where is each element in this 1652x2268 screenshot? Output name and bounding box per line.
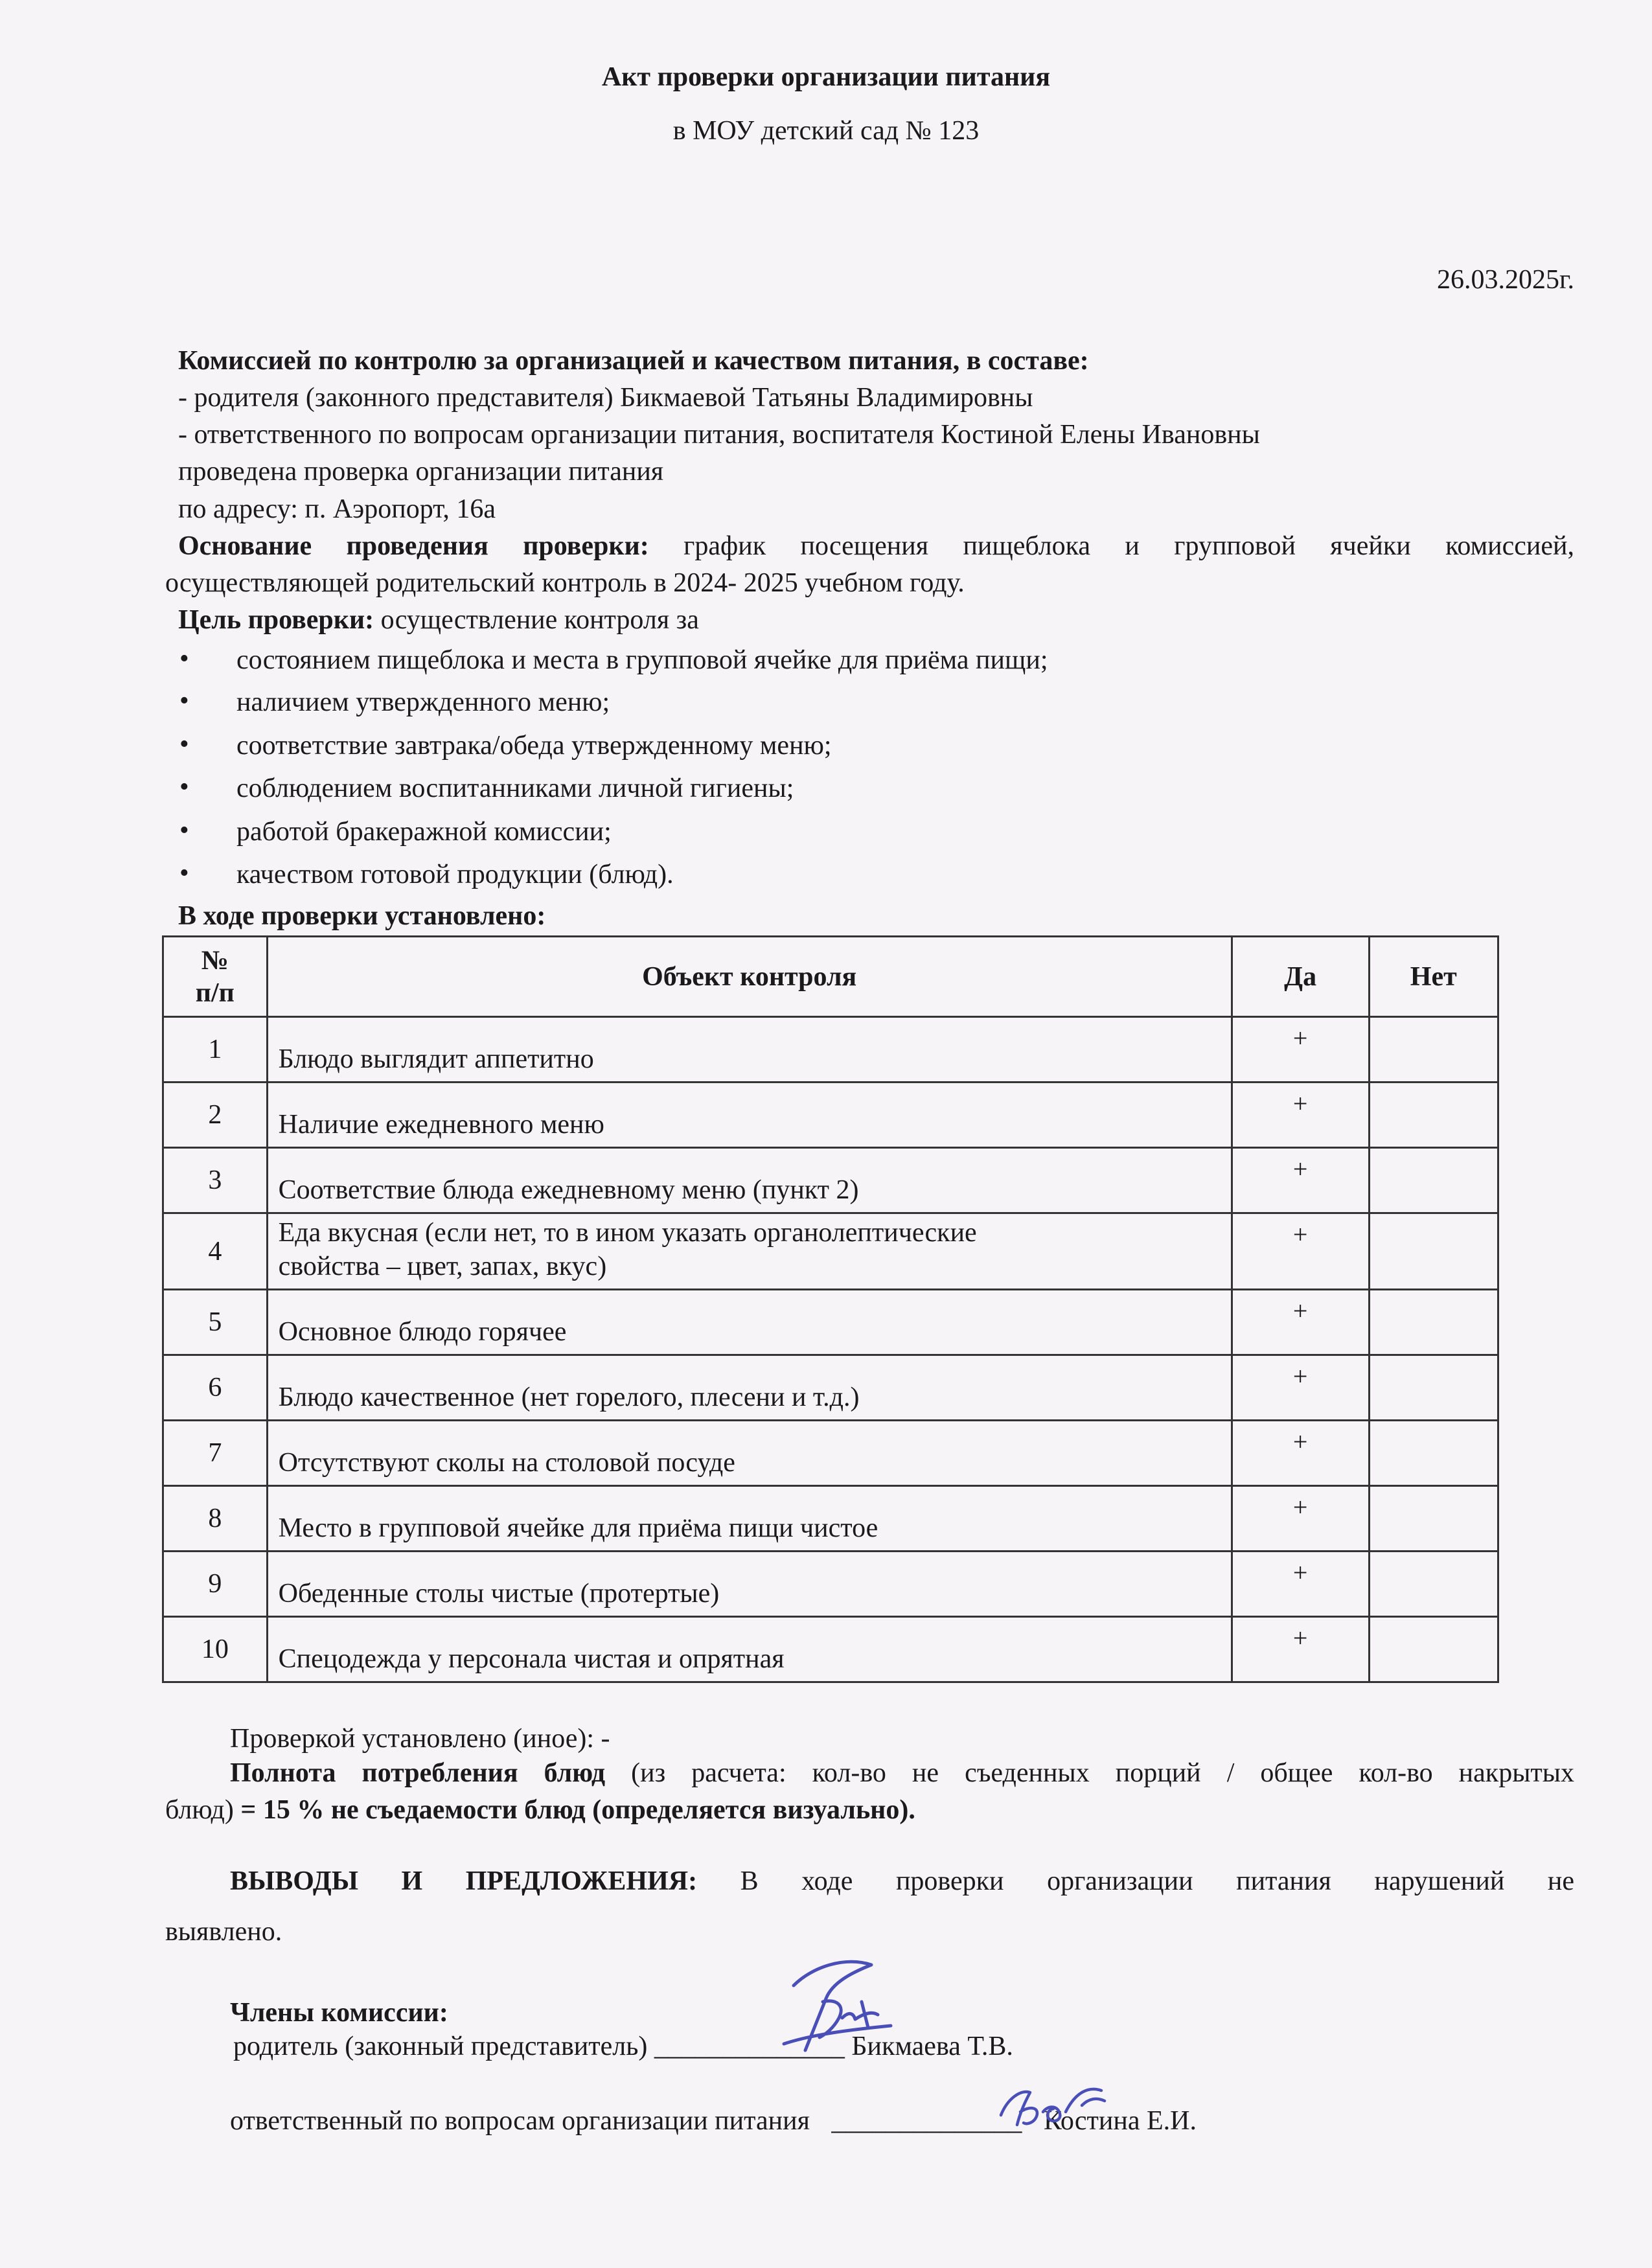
parent-signature-blank: ______________ <box>654 2032 845 2061</box>
row-num: 1 <box>163 1017 268 1082</box>
basis-text-line1: график посещения пищеблока и групповой ячейки комиссией, <box>683 531 1575 561</box>
plus-mark: + <box>1292 1558 1308 1587</box>
goal-label: Цель проверки: <box>178 605 374 635</box>
row-no <box>1369 1421 1498 1486</box>
table-row <box>163 1552 1498 1617</box>
row-num: 8 <box>163 1486 268 1552</box>
table-row <box>163 1486 1498 1552</box>
row-object: Место в групповой ячейке для приёма пищи чистое <box>267 1486 1232 1552</box>
goal-item: • соответствие завтрака/обеда утвержденному меню; <box>179 729 832 761</box>
row-object: Отсутствуют сколы на столовой посуде <box>267 1421 1232 1486</box>
row-num: 9 <box>163 1552 268 1617</box>
conclusions-label: ВЫВОДЫ И ПРЕДЛОЖЕНИЯ: <box>230 1866 698 1896</box>
commission-heading: Комиссией по контролю за организацией и качеством питания, в составе: <box>178 346 1089 376</box>
other-findings: Проверкой установлено (иное): - <box>230 1724 610 1754</box>
row-num: 7 <box>163 1421 268 1486</box>
row-num: 2 <box>163 1082 268 1148</box>
bullet-icon: • <box>179 729 189 759</box>
plus-mark: + <box>1292 1089 1308 1118</box>
findings-heading: В ходе проверки установлено: <box>178 901 546 931</box>
parent-signature-image <box>774 1953 894 2063</box>
parent-signature-line <box>233 2031 1013 2062</box>
document-title: Акт проверки организации питания <box>601 62 1051 92</box>
consumption-label: Полнота потребления блюд <box>230 1758 606 1788</box>
bullet-icon: • <box>179 858 189 888</box>
table-row <box>163 1017 1498 1082</box>
row-no <box>1369 1213 1498 1290</box>
row-yes <box>1232 1213 1369 1290</box>
parent-name: Бикмаева Т.В. <box>851 2032 1013 2061</box>
goal-text: осуществление контроля за <box>380 605 699 635</box>
table-row <box>163 1082 1498 1148</box>
row-yes <box>1232 1148 1369 1213</box>
goal-item: • наличием утвержденного меню; <box>179 686 610 717</box>
header-num: № п/п <box>163 937 268 1017</box>
table-row <box>163 1421 1498 1486</box>
conclusions-line1 <box>230 1866 1574 1897</box>
plus-mark: + <box>1292 1024 1308 1053</box>
consumption-result: = 15 % не съедаемости блюд (определяется визуально). <box>240 1795 915 1825</box>
bullet-icon: • <box>179 686 189 716</box>
responsible-name: Костина Е.И. <box>1043 2106 1197 2136</box>
row-num: 6 <box>163 1355 268 1421</box>
responsible-signature-blank: ______________ <box>831 2106 1022 2136</box>
row-yes <box>1232 1552 1369 1617</box>
document-subtitle: в МОУ детский сад № 123 <box>672 116 980 146</box>
row-object: Блюдо выглядит аппетитно <box>267 1017 1232 1082</box>
row-yes <box>1232 1017 1369 1082</box>
plus-mark: + <box>1292 1623 1308 1653</box>
row-yes <box>1232 1421 1369 1486</box>
header-yes: Да <box>1232 937 1369 1017</box>
goal-item: • соблюдением воспитанниками личной гигиены; <box>179 772 794 803</box>
bullet-icon: • <box>179 644 189 674</box>
inspection-table <box>162 935 1499 1683</box>
conclusions-text-line1: В ходе проверки организации питания нарушений не <box>740 1866 1575 1896</box>
consumption-text-line1: (из расчета: кол-во не съеденных порций / общее кол-во накрытых <box>631 1758 1575 1788</box>
row-object: Основное блюдо горячее <box>267 1290 1232 1355</box>
row-num: 10 <box>163 1617 268 1682</box>
row-object: Наличие ежедневного меню <box>267 1082 1232 1148</box>
responsible-signature-image <box>991 2076 1121 2135</box>
basis-line1 <box>178 531 1574 562</box>
goal-item: • качеством готовой продукции (блюд). <box>179 858 674 889</box>
row-no <box>1369 1082 1498 1148</box>
goal-item: • работой бракеражной комиссии; <box>179 816 612 847</box>
row-object: Соответствие блюда ежедневному меню (пункт 2) <box>267 1148 1232 1213</box>
row-no <box>1369 1290 1498 1355</box>
header-object: Объект контроля <box>267 937 1232 1017</box>
row-num: 5 <box>163 1290 268 1355</box>
table-header-row <box>163 937 1498 1017</box>
commission-conducted: проведена проверка организации питания <box>178 457 664 487</box>
row-no <box>1369 1552 1498 1617</box>
conclusions-text-line2: выявлено. <box>165 1917 282 1947</box>
plus-mark: + <box>1292 1427 1308 1456</box>
row-yes <box>1232 1290 1369 1355</box>
bullet-icon: • <box>179 816 189 845</box>
row-object: Блюдо качественное (нет горелого, плесени и т.д.) <box>267 1355 1232 1421</box>
plus-mark: + <box>1292 1296 1308 1325</box>
parent-role: родитель (законный представитель) <box>233 2032 648 2061</box>
row-yes <box>1232 1355 1369 1421</box>
row-object: Спецодежда у персонала чистая и опрятная <box>267 1617 1232 1682</box>
plus-mark: + <box>1292 1362 1308 1391</box>
plus-mark: + <box>1292 1154 1308 1184</box>
row-object: Обеденные столы чистые (протертые) <box>267 1552 1232 1617</box>
plus-mark: + <box>1292 1493 1308 1522</box>
row-no <box>1369 1617 1498 1682</box>
row-yes <box>1232 1082 1369 1148</box>
table-row <box>163 1213 1498 1290</box>
table-row <box>163 1355 1498 1421</box>
row-yes <box>1232 1617 1369 1682</box>
basis-label: Основание проведения проверки: <box>178 531 649 561</box>
commission-address: по адресу: п. Аэропорт, 16а <box>178 494 496 524</box>
consumption-line1 <box>230 1758 1574 1789</box>
row-num: 3 <box>163 1148 268 1213</box>
table-row <box>163 1290 1498 1355</box>
header-no: Нет <box>1369 937 1498 1017</box>
row-object: Еда вкусная (если нет, то в ином указать органолептические свойства – цвет, запах, вкус) <box>267 1213 1232 1290</box>
row-num: 4 <box>163 1213 268 1290</box>
row-yes <box>1232 1486 1369 1552</box>
commission-member-responsible: - ответственного по вопросам организации питания, воспитателя Костиной Елены Ивановны <box>178 420 1260 450</box>
goal-line <box>178 604 699 636</box>
plus-mark: + <box>1292 1220 1308 1249</box>
bullet-icon: • <box>179 772 189 802</box>
document-date: 26.03.2025г. <box>1437 265 1574 295</box>
responsible-role: ответственный по вопросам организации питания <box>230 2106 810 2136</box>
row-no <box>1369 1017 1498 1082</box>
goal-item: • состоянием пищеблока и места в групповой ячейке для приёма пищи; <box>179 644 1048 675</box>
row-no <box>1369 1355 1498 1421</box>
table-row <box>163 1617 1498 1682</box>
basis-text-line2: осуществляющей родительский контроль в 2024- 2025 учебном году. <box>165 568 965 598</box>
row-no <box>1369 1148 1498 1213</box>
row-no <box>1369 1486 1498 1552</box>
table-row <box>163 1148 1498 1213</box>
members-heading: Члены комиссии: <box>230 1998 448 2028</box>
commission-member-parent: - родителя (законного представителя) Бикмаевой Татьяны Владимировны <box>178 383 1033 413</box>
consumption-line2: блюд) = 15 % не съедаемости блюд (определяется визуально). <box>165 1795 915 1825</box>
